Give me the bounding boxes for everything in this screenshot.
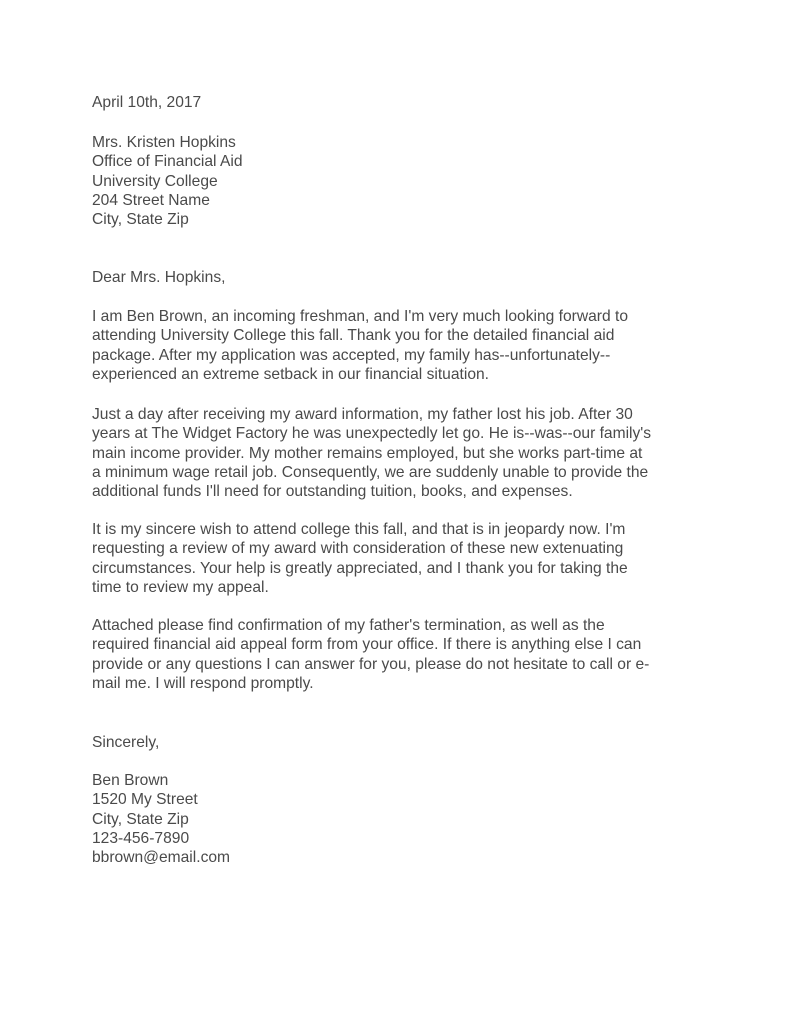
body-paragraph-1: [92, 307, 628, 384]
body-paragraph-4: [92, 616, 649, 693]
paragraph-line: circumstances. Your help is greatly appreciated, and I thank you for taking the: [92, 559, 628, 577]
salutation: [92, 268, 225, 287]
recipient-address: [92, 133, 243, 229]
recipient-office: Office of Financial Aid: [92, 153, 243, 171]
paragraph-line: Just a day after receiving my award information, my father lost his job. After 30: [92, 406, 633, 423]
paragraph-line: requesting a review of my award with consideration of these new extenuating: [92, 540, 624, 558]
paragraph-line: main income provider. My mother remains employed, but she works part-time at: [92, 444, 643, 462]
recipient-institution: University College: [92, 172, 218, 190]
recipient-street: 204 Street Name: [92, 191, 210, 209]
recipient-city-state-zip: City, State Zip: [92, 211, 189, 229]
date-text: April 10th, 2017: [92, 94, 202, 111]
sender-street: 1520 My Street: [92, 791, 198, 809]
closing-text: Sincerely,: [92, 734, 160, 751]
paragraph-line: years at The Widget Factory he was unexpectedly let go. He is--was--our family's: [92, 425, 652, 443]
paragraph-line: additional funds I'll need for outstanding tuition, books, and expenses.: [92, 483, 573, 501]
paragraph-line: package. After my application was accepted, my family has--unfortunately--: [92, 346, 611, 364]
paragraph-line: required financial aid appeal form from your office. If there is anything else I can: [92, 636, 642, 654]
sender-phone: 123-456-7890: [92, 829, 190, 847]
paragraph-line: experienced an extreme setback in our financial situation.: [92, 365, 490, 383]
signature-block: [92, 771, 230, 867]
paragraph-line: Attached please find confirmation of my father's termination, as well as the: [92, 617, 605, 634]
paragraph-line: mail me. I will respond promptly.: [92, 674, 314, 692]
salutation-text: Dear Mrs. Hopkins,: [92, 269, 226, 286]
sender-city-state-zip: City, State Zip: [92, 810, 189, 828]
body-paragraph-2: [92, 405, 651, 501]
paragraph-line: a minimum wage retail job. Consequently, we are suddenly unable to provide the: [92, 463, 649, 481]
sender-email: bbrown@email.com: [92, 849, 231, 867]
recipient-name: Mrs. Kristen Hopkins: [92, 134, 236, 151]
paragraph-line: I am Ben Brown, an incoming freshman, and I'm very much looking forward to: [92, 308, 629, 325]
paragraph-line: It is my sincere wish to attend college this fall, and that is in jeopardy now. I'm: [92, 521, 626, 538]
letter-date: [92, 93, 201, 112]
paragraph-line: provide or any questions I can answer for you, please do not hesitate to call or e-: [92, 655, 650, 673]
sender-name: Ben Brown: [92, 772, 169, 789]
paragraph-line: attending University College this fall. Thank you for the detailed financial aid: [92, 327, 615, 345]
paragraph-line: time to review my appeal.: [92, 578, 269, 596]
body-paragraph-3: [92, 520, 628, 597]
closing: [92, 733, 159, 752]
